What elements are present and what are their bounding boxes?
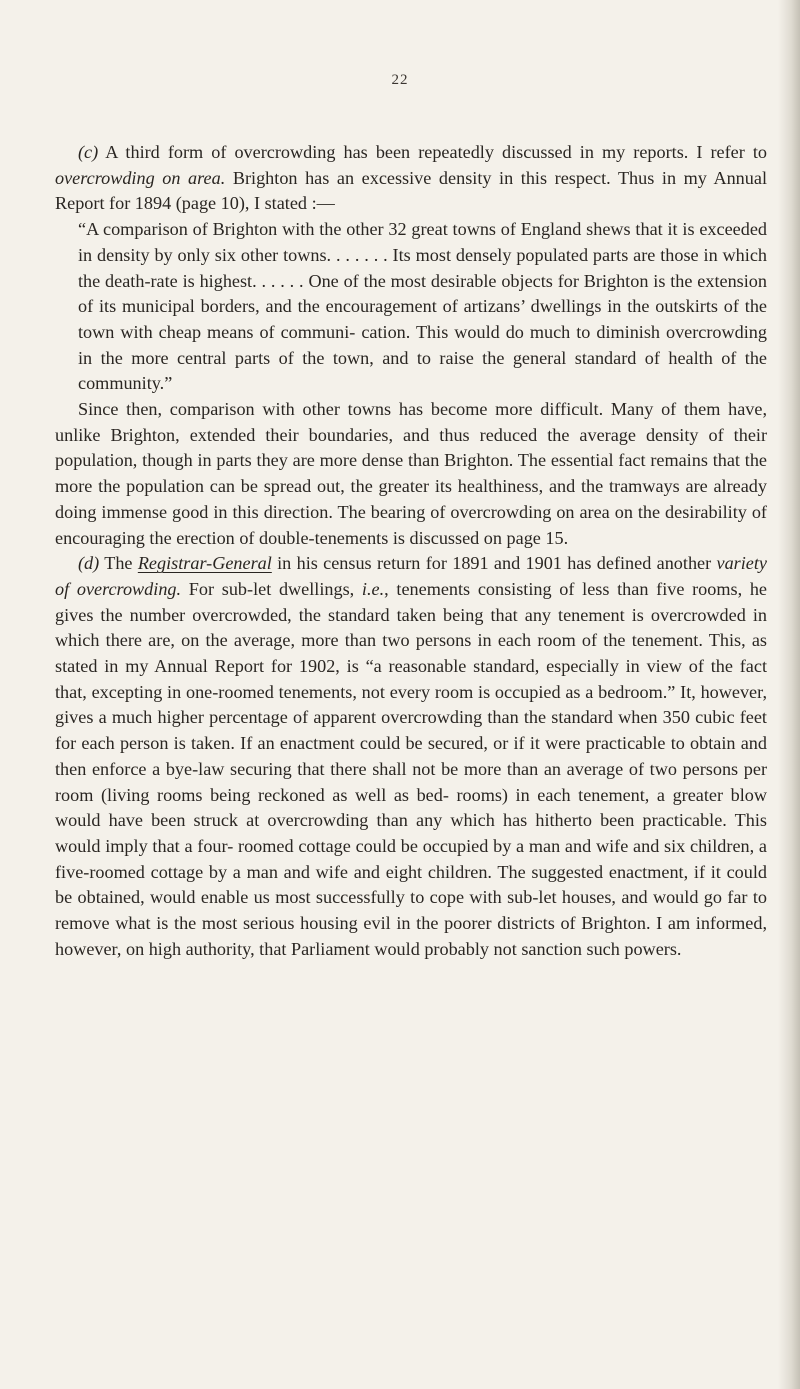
paragraph-c-emphasis: overcrowding on area. [55, 167, 226, 188]
report-quote: “A comparison of Brighton with the other 32 great towns of England shews that it is exceeded in density by only six other towns. . . . . . . Its most densely populated parts are those in which the death-rate is highest. . . . . . One of the most desirable objects for Brighton is the extension of its municipal borders, and the encouragement of artizans’ dwellings in the outskirts of the town with cheap means of communi- cation. This would do much to diminish overcrowding in the more central parts of the town, and to raise the general standard of health of the community.” [78, 219, 767, 394]
registrar-general-title: Registrar-General [137, 553, 272, 574]
paragraph-d [55, 551, 767, 962]
paragraph-d-emphasis: variety of overcrowding. [55, 553, 767, 599]
paragraph-d-text-d: , tenements consisting of less than five rooms, he gives the number overcrowded, the standard taken being that any tenement is overcrowded in which there are, on the average, more than two persons in each room of the tenement. This, as stated in my Annual Report for 1902, is “a reasonable standard, especially in view of the fact that, excepting in one-roomed tenements, not every room is occupied as a bedroom.” It, however, gives a much higher percentage of apparent overcrowding than the standard when 350 cubic feet for each person is taken. If an enactment could be secured, or if it were practicable to obtain and then enforce a bye-law securing that there shall not be more than an average of two persons per room (living rooms being reckoned as well as bed- rooms) in each tenement, a greater blow would have been struck at overcrowding than any which has hitherto been practicable. This would imply that a four- roomed cottage could be occupied by a man and wife and six children, a five-roomed cottage by a man and wife and eight children. The suggested enactment, if it could be obtained, would enable us most successfully to cope with sub-let houses, and would go far to remove what is the most serious housing evil in the poorer districts of Brighton. I am informed, however, on high authority, that Parliament would probably not sanction such powers. [55, 578, 767, 959]
paragraph-c [55, 140, 767, 217]
paragraph-d-label: (d) [78, 553, 100, 574]
paragraph-c-label: (c) [78, 142, 99, 162]
body-text [55, 140, 767, 963]
paragraph-since-then: Since then, comparison with other towns has become more difficult. Many of them have, unlike Brighton, extended their boundaries, and thus reduced the average density of their population, though in parts they are more dense than Brighton. The essential fact remains that the more the population can be spread out, the greater its healthiness, and the tramways are already doing immense good in this direction. The bearing of overcrowding on area on the desirability of encouraging the erection of double-tenements is discussed on page 15. [55, 399, 767, 548]
paragraph-c-text-a: A third form of overcrowding has been repeatedly discussed in my reports. I refer to [98, 142, 767, 162]
paragraph-d-ie: i.e. [361, 578, 385, 599]
page-edge-shadow [778, 0, 800, 1389]
paragraph-c-text-b: Brighton has an excessive density in this respect. Thus in my Annual Report for 1894 (page 10), I stated :— [55, 167, 767, 214]
paragraph-d-text-a: The [99, 553, 138, 574]
paragraph-d-text-c: For sub-let dwellings, [181, 578, 362, 599]
page-number: 22 [391, 72, 409, 88]
paragraph-d-text-b: in his census return for 1891 and 1901 has defined another [271, 553, 717, 574]
